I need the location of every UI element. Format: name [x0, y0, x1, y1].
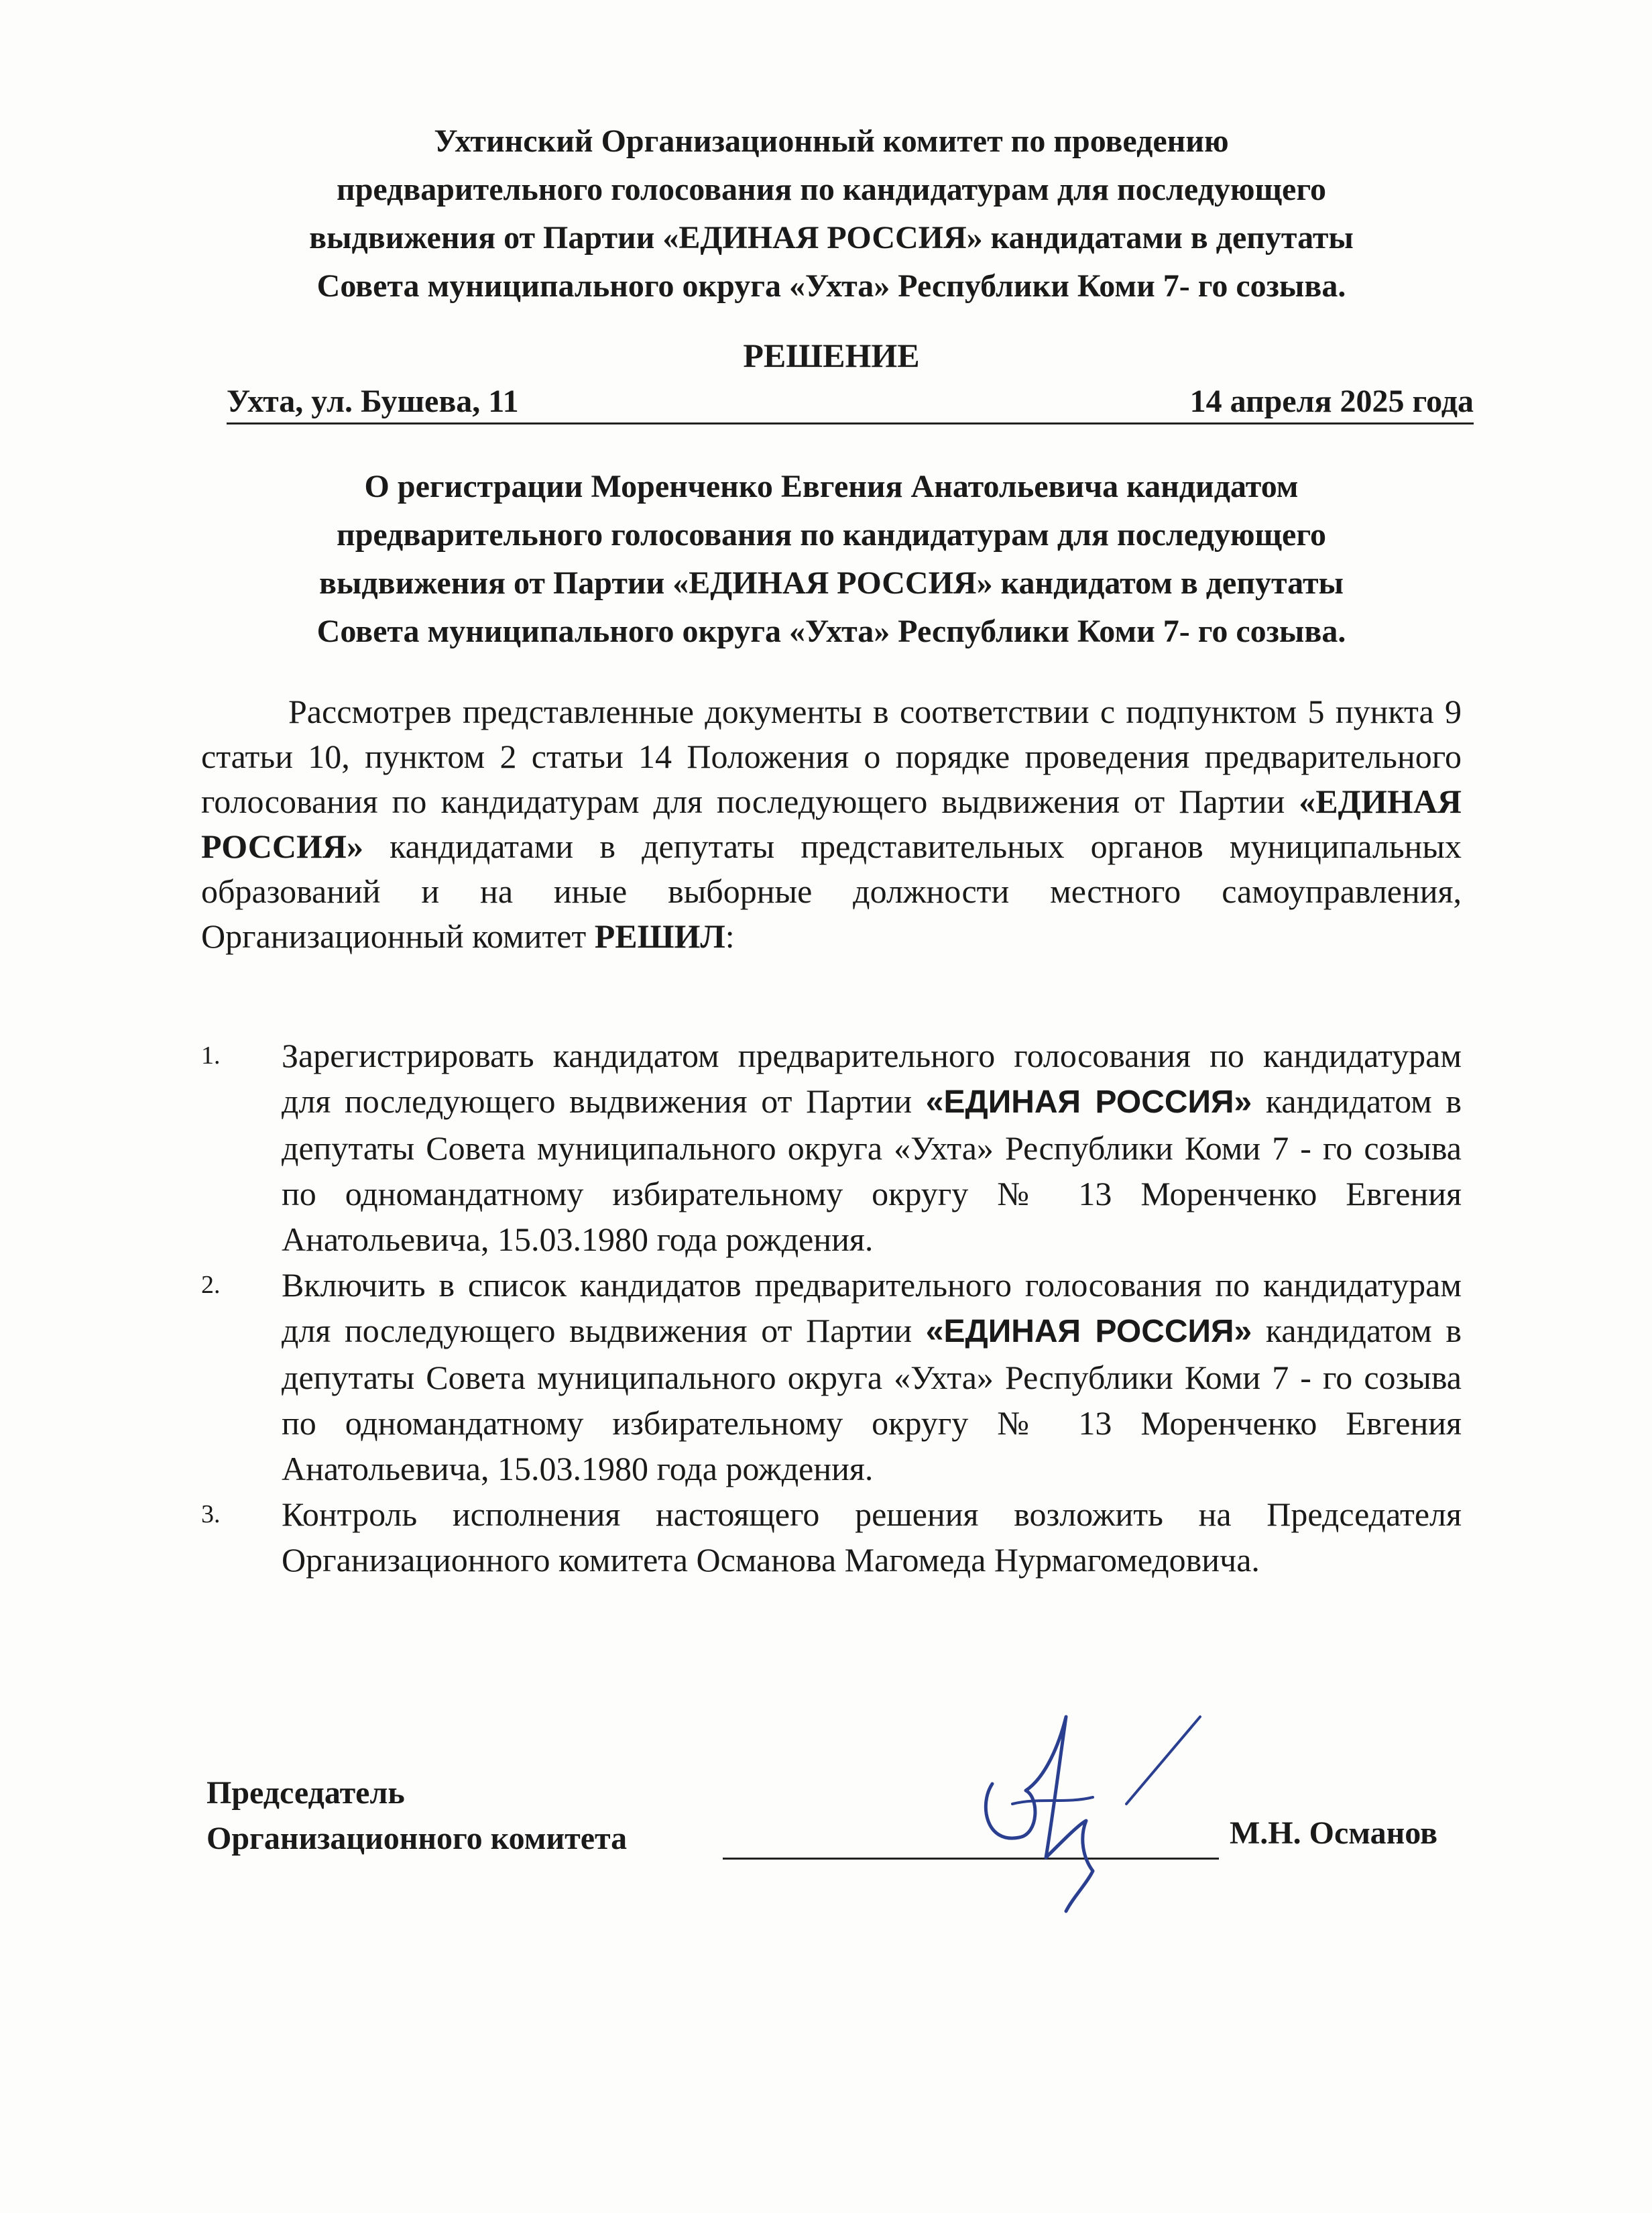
- preamble-resolved: РЕШИЛ: [594, 917, 725, 955]
- place-date-row: [227, 377, 1474, 424]
- header-line: предварительного голосования по кандидатурам для последующего: [337, 172, 1326, 207]
- signatory-title: [206, 1770, 627, 1862]
- list-item-text: Зарегистрировать кандидатом предварительного голосования по кандидатурам для последующего выдвижения от Партии: [282, 1037, 1462, 1120]
- list-item-party: «ЕДИНАЯ РОССИЯ»: [925, 1314, 1252, 1349]
- subject-line: предварительного голосования по кандидатурам для последующего: [337, 517, 1326, 553]
- list-item-party: «ЕДИНАЯ РОССИЯ»: [925, 1084, 1252, 1120]
- preamble-party: «ЕДИНАЯ РОССИЯ»: [201, 783, 1462, 865]
- list-item-text: Контроль исполнения настоящего решения возложить на Председателя Организационного комитета Османова Магомеда Нурмагомедовича.: [282, 1495, 1462, 1579]
- preamble-text: :: [725, 917, 735, 955]
- list-item-number: 2.: [201, 1271, 221, 1299]
- list-item: [201, 1262, 1462, 1491]
- list-item-text: кандидатом в депутаты Совета муниципального округа «Ухта» Республики Коми 7 - го созыва по одномандатному избирательному округу № 13 Моренченко Евгения Анатольевича, 15.03.1980 года рождения.: [282, 1082, 1462, 1258]
- signatory-name: М.Н. Османов: [1230, 1815, 1438, 1851]
- subject-line: Совета муниципального округа «Ухта» Республики Коми 7- го созыва.: [316, 614, 1346, 649]
- decision-subject: [174, 463, 1488, 656]
- subject-line: выдвижения от Партии «ЕДИНАЯ РОССИЯ» кандидатом в депутаты: [318, 565, 1344, 601]
- list-item: [201, 1491, 1462, 1583]
- handwritten-signature: [965, 1703, 1220, 1918]
- list-item-number: 1.: [201, 1041, 221, 1070]
- header-line: Ухтинский Организационный комитет по проведению: [434, 123, 1229, 159]
- signatory-title-line: Председатель: [206, 1775, 405, 1811]
- list-item: [201, 1033, 1462, 1262]
- subject-line: О регистрации Моренченко Евгения Анатольевича кандидатом: [364, 469, 1299, 504]
- decision-place: Ухта, ул. Бушева, 11: [227, 384, 519, 419]
- list-item-number: 3.: [201, 1500, 221, 1528]
- signatory-title-line: Организационного комитета: [206, 1821, 628, 1856]
- decision-date: 14 апреля 2025 года: [1189, 384, 1474, 419]
- list-item-text: кандидатом в депутаты Совета муниципального округа «Ухта» Республики Коми 7 - го созыва по одномандатному избирательному округу № 13 Моренченко Евгения Анатольевича, 15.03.1980 года рождения.: [282, 1312, 1462, 1487]
- decision-title: РЕШЕНИЕ: [743, 337, 920, 374]
- header-line: выдвижения от Партии «ЕДИНАЯ РОССИЯ» кандидатами в депутаты: [309, 220, 1354, 256]
- preamble-text: кандидатами в депутаты представительных органов муниципальных образований и на иные выборные должности местного самоуправления, Организационный комитет: [201, 828, 1462, 955]
- header-line: Совета муниципального округа «Ухта» Республики Коми 7- го созыва.: [316, 268, 1346, 304]
- resolution-list: [201, 1033, 1462, 1583]
- organization-header: [174, 117, 1488, 310]
- list-item-text: Включить в список кандидатов предварительного голосования по кандидатурам для последующего выдвижения от Партии: [282, 1266, 1462, 1349]
- preamble-text: Рассмотрев представленные документы в соответствии с подпунктом 5 пункта 9 статьи 10, пунктом 2 статьи 14 Положения о порядке проведения предварительного голосования по кандидатурам для последующего выдвижения от Партии: [201, 693, 1462, 820]
- preamble-paragraph: [201, 689, 1462, 959]
